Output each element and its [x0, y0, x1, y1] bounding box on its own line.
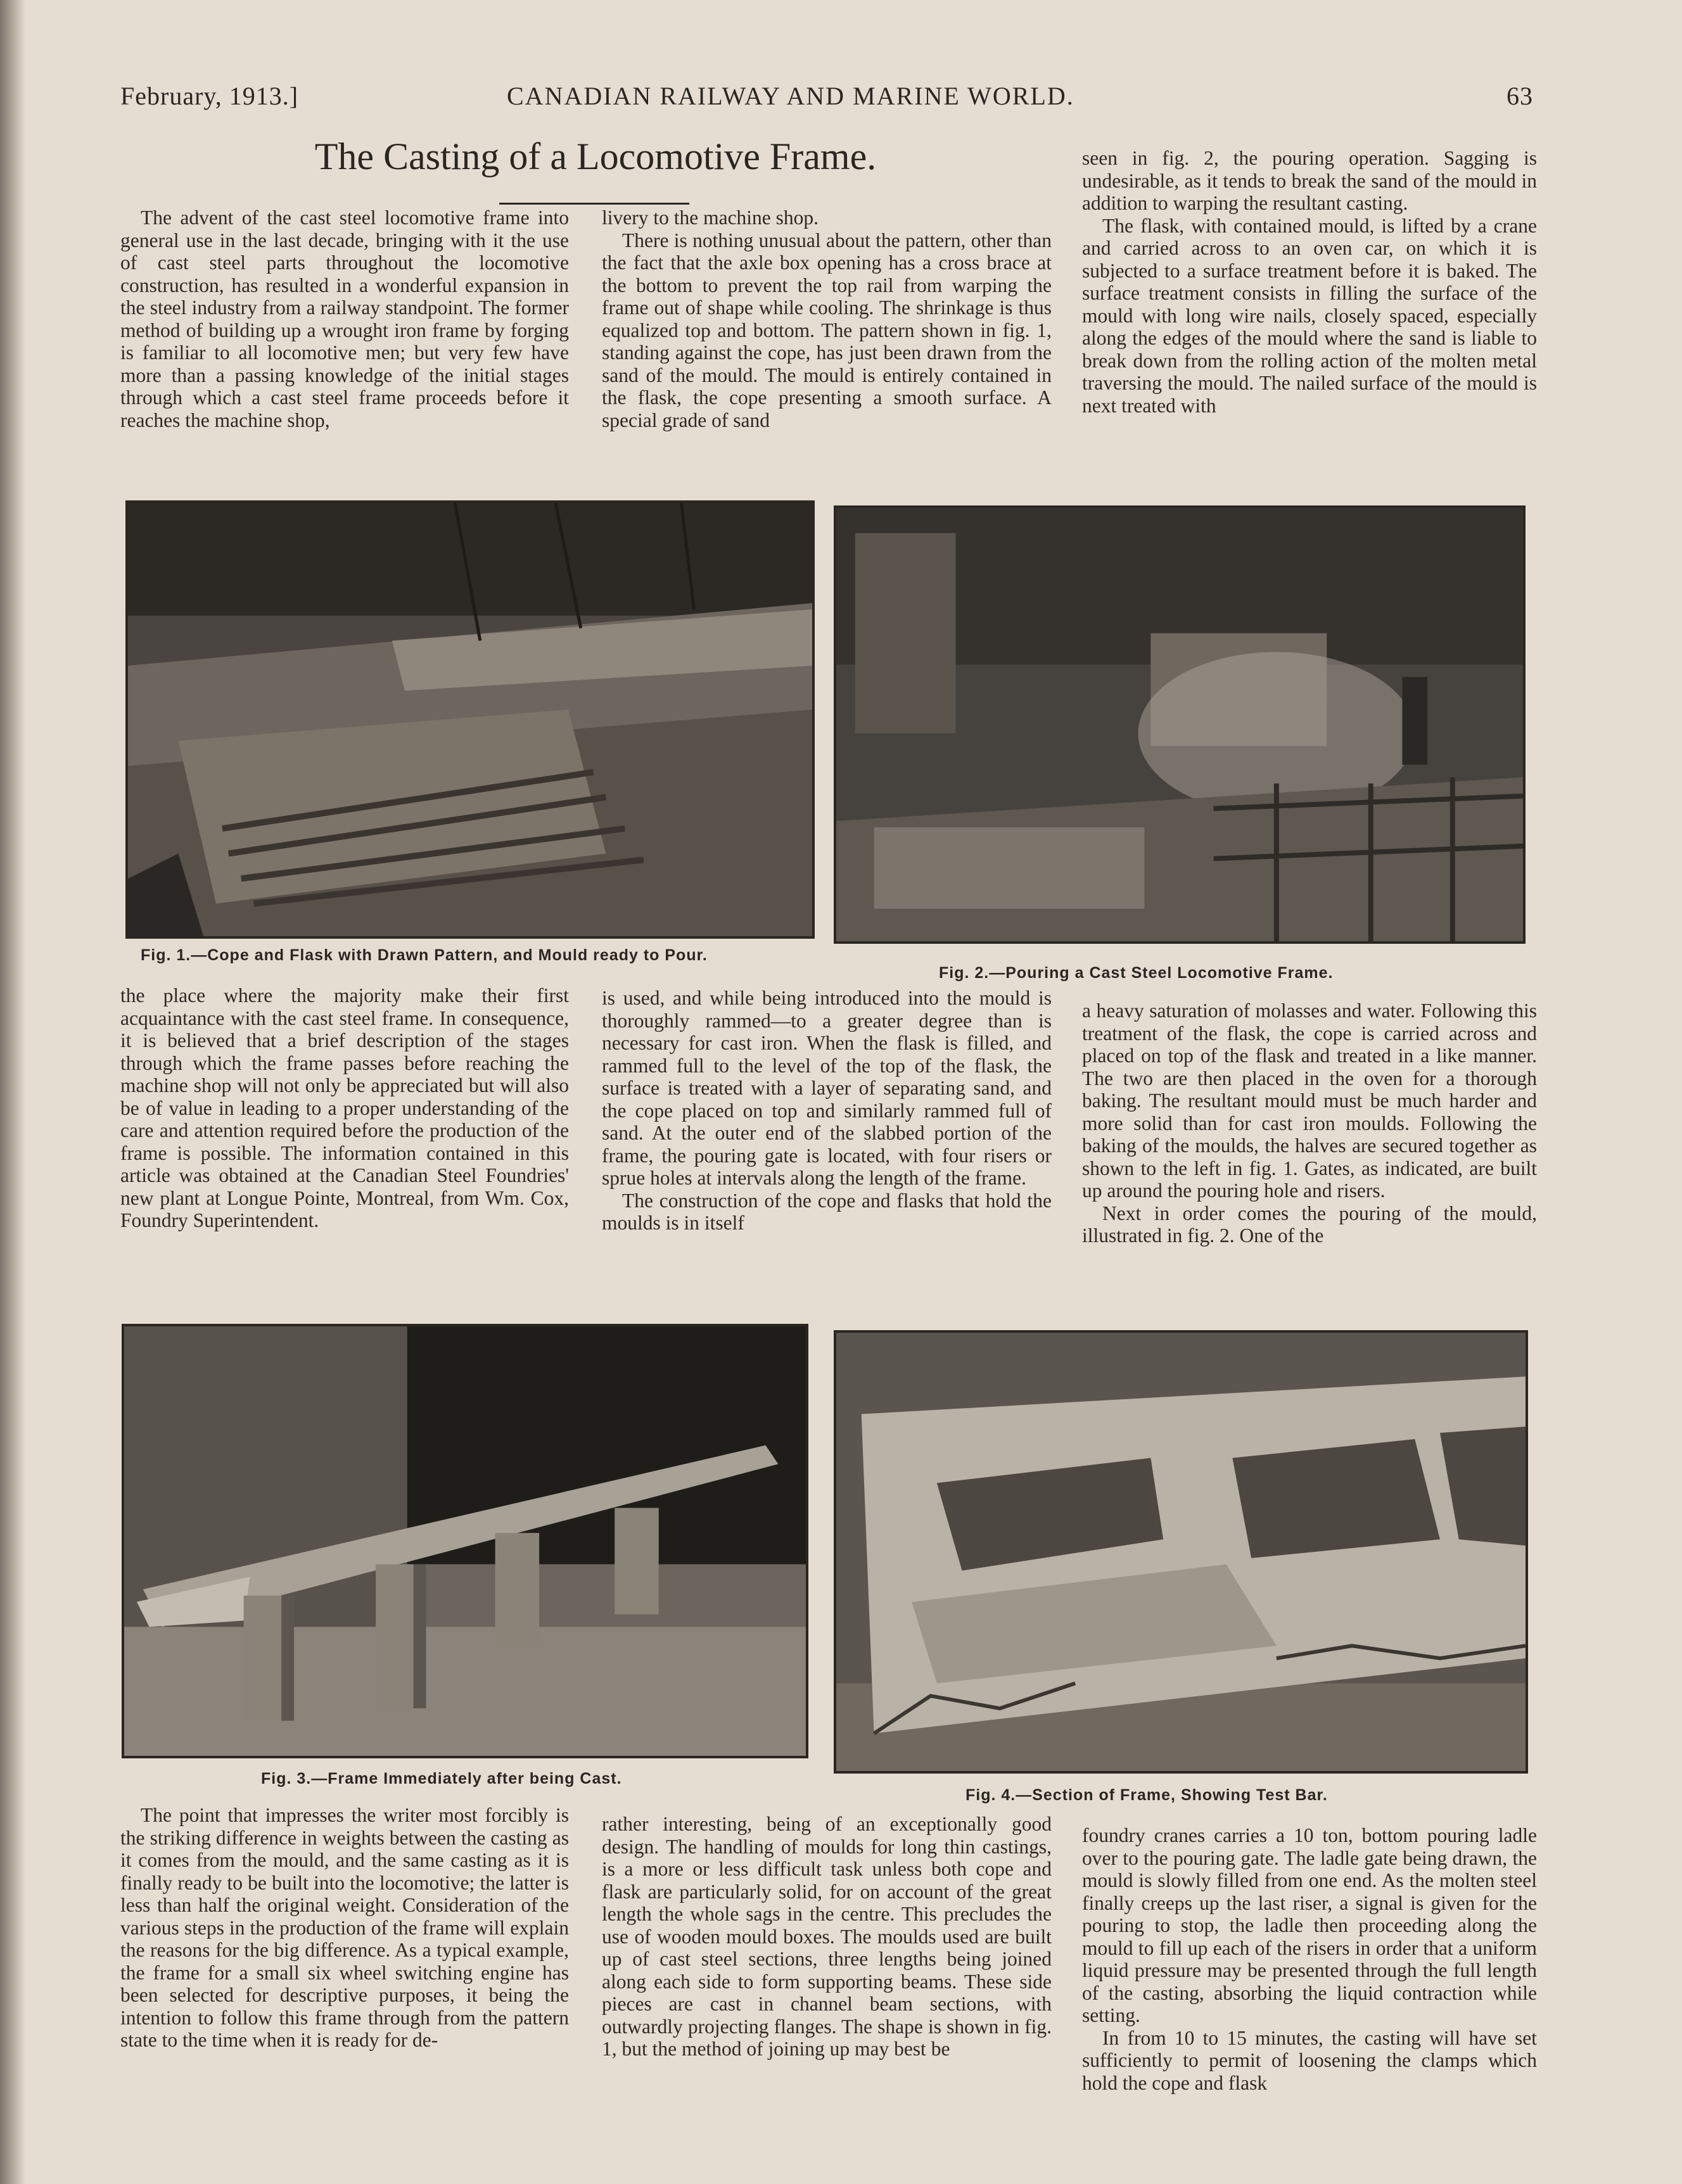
- article-title: The Casting of a Locomotive Frame.: [314, 136, 877, 177]
- title-rule: [499, 203, 689, 205]
- figure-1-caption: Fig. 1.—Cope and Flask with Drawn Pattern, and Mould ready to Pour.: [141, 946, 708, 964]
- paragraph: Next in order comes the pouring of the mould, illustrated in fig. 2. One of the: [1082, 1202, 1537, 1247]
- figure-4-caption: Fig. 4.—Section of Frame, Showing Test Bar.: [965, 1786, 1328, 1804]
- paragraph: There is nothing unusual about the pattern, other than the fact that the axle box opening has a cross brace at the bottom to prevent the top rail from warping the frame out of shape while cooling. The shrinkage is thus equalized top and bottom. The pattern shown in fig. 1, standing against the cope, has just been drawn from the sand of the mould. The mould is entirely contained in the flask, the cope presenting a smooth surface. A special grade of sand: [602, 229, 1052, 431]
- text-column-bottom-3: [1082, 1824, 1537, 2094]
- paragraph: foundry cranes carries a 10 ton, bottom pouring ladle over to the pouring gate. The ladle gate being drawn, the mould is slowly filled from one end. As the molten steel finally creeps up the last riser, a signal is given for the pouring to stop, the ladle then proceeding along the mould to fill up each of the risers in order that a uniform liquid pressure may be presented through the full length of the casting, absorbing the liquid contraction while setting.: [1082, 1824, 1537, 2026]
- text-column-top-1: [120, 206, 569, 431]
- figure-4-photo: [834, 1330, 1528, 1774]
- paragraph: a heavy saturation of molasses and water. Following this treatment of the flask, the cope is carried across and placed on top of the flask and treated in a like manner. The two are then placed in the oven for a thorough baking. The resultant mould must be much harder and more solid than for cast iron moulds. Following the baking of the moulds, the halves are secured together as shown to the left in fig. 1. Gates, as indicated, are built up around the pouring hole and risers.: [1082, 1000, 1537, 1202]
- figure-3-caption: Fig. 3.—Frame Immediately after being Cast.: [261, 1770, 622, 1787]
- text-column-top-3: [1082, 147, 1537, 417]
- figure-3-photo: [122, 1324, 808, 1758]
- paragraph: seen in fig. 2, the pouring operation. Sagging is undesirable, as it tends to break the sand of the mould in addition to warping the resultant casting.: [1082, 147, 1537, 214]
- paragraph: The construction of the cope and flasks that hold the moulds is in itself: [602, 1189, 1052, 1234]
- paragraph: rather interesting, being of an exceptionally good design. The handling of moulds for long thin castings, is a more or less difficult task unless both cope and flask are particularly solid, for on account of the great length the whole sags in the centre. This precludes the use of wooden mould boxes. The moulds used are built up of cast steel sections, three lengths being joined along each side to form supporting beams. These side pieces are cast in channel beam sections, with outwardly projecting flanges. The shape is shown in fig. 1, but the method of joining up may best be: [602, 1813, 1052, 2060]
- figure-1-photo: [125, 500, 815, 939]
- paragraph: In from 10 to 15 minutes, the casting will have set sufficiently to permit of loosening the clamps which hold the cope and flask: [1082, 2026, 1537, 2094]
- page-binding-shadow: [0, 0, 25, 2184]
- text-column-bottom-2: [602, 1813, 1052, 2060]
- text-column-middle-2: [602, 987, 1052, 1235]
- text-column-top-2: [602, 206, 1052, 431]
- text-column-bottom-1: [120, 1804, 569, 2052]
- paragraph: The flask, with contained mould, is lifted by a crane and carried across to an oven car, on which it is subjected to a surface treatment before it is baked. The surface treatment consists in filling the surface of the mould with long wire nails, closely spaced, especially along the edges of the mould where the sand is liable to break down from the rolling action of the molten metal traversing the mould. The nailed surface of the mould is next treated with: [1082, 214, 1537, 417]
- paragraph: the place where the majority make their first acquaintance with the cast steel frame. In consequence, it is believed that a brief description of the stages through which the frame passes before reaching the machine shop will not only be appreciated but will also be of value in leading to a proper understanding of the care and attention required before the production of the frame is possible. The information contained in this article was obtained at the Canadian Steel Foundries' new plant at Longue Pointe, Montreal, from Wm. Cox, Foundry Superintendent.: [120, 984, 569, 1231]
- text-column-middle-1: [120, 984, 569, 1232]
- paragraph: livery to the machine shop.: [602, 206, 819, 229]
- paragraph: The advent of the cast steel locomotive frame into general use in the last decade, bringing with it the use of cast steel parts throughout the locomotive construction, has resulted in a wonderful expansion in the steel industry from a railway standpoint. The former method of building up a wrought iron frame by forging is familiar to all locomotive men; but very few have more than a passing knowledge of the initial stages through which a cast steel frame proceeds before it reaches the machine shop,: [120, 206, 569, 431]
- publication-title: CANADIAN RAILWAY AND MARINE WORLD.: [507, 82, 1074, 110]
- figure-2-photo: [834, 505, 1526, 944]
- paragraph: The point that impresses the writer most forcibly is the striking difference in weights between the casting as it comes from the mould, and the same casting as it is finally ready to be built into the locomotive; the latter is less than half the original weight. Consideration of the various steps in the production of the frame will explain the reasons for the big difference. As a typical example, the frame for a small six wheel switching engine has been selected for descriptive purposes, it being the intention to follow this frame through from the pattern state to the time when it is ready for de-: [120, 1804, 569, 2051]
- paragraph: is used, and while being introduced into the mould is thoroughly rammed—to a greater degree than is necessary for cast iron. When the flask is filled, and rammed full to the level of the top of the flask, the surface is treated with a layer of separating sand, and the cope placed on top and similarly rammed full of sand. At the outer end of the slabbed portion of the frame, the pouring gate is located, with four risers or sprue holes at intervals along the length of the frame.: [602, 987, 1052, 1189]
- page-number: 63: [1507, 82, 1533, 110]
- figure-2-caption: Fig. 2.—Pouring a Cast Steel Locomotive Frame.: [939, 964, 1334, 982]
- issue-date: February, 1913.]: [120, 82, 299, 110]
- text-column-middle-3: [1082, 1000, 1537, 1247]
